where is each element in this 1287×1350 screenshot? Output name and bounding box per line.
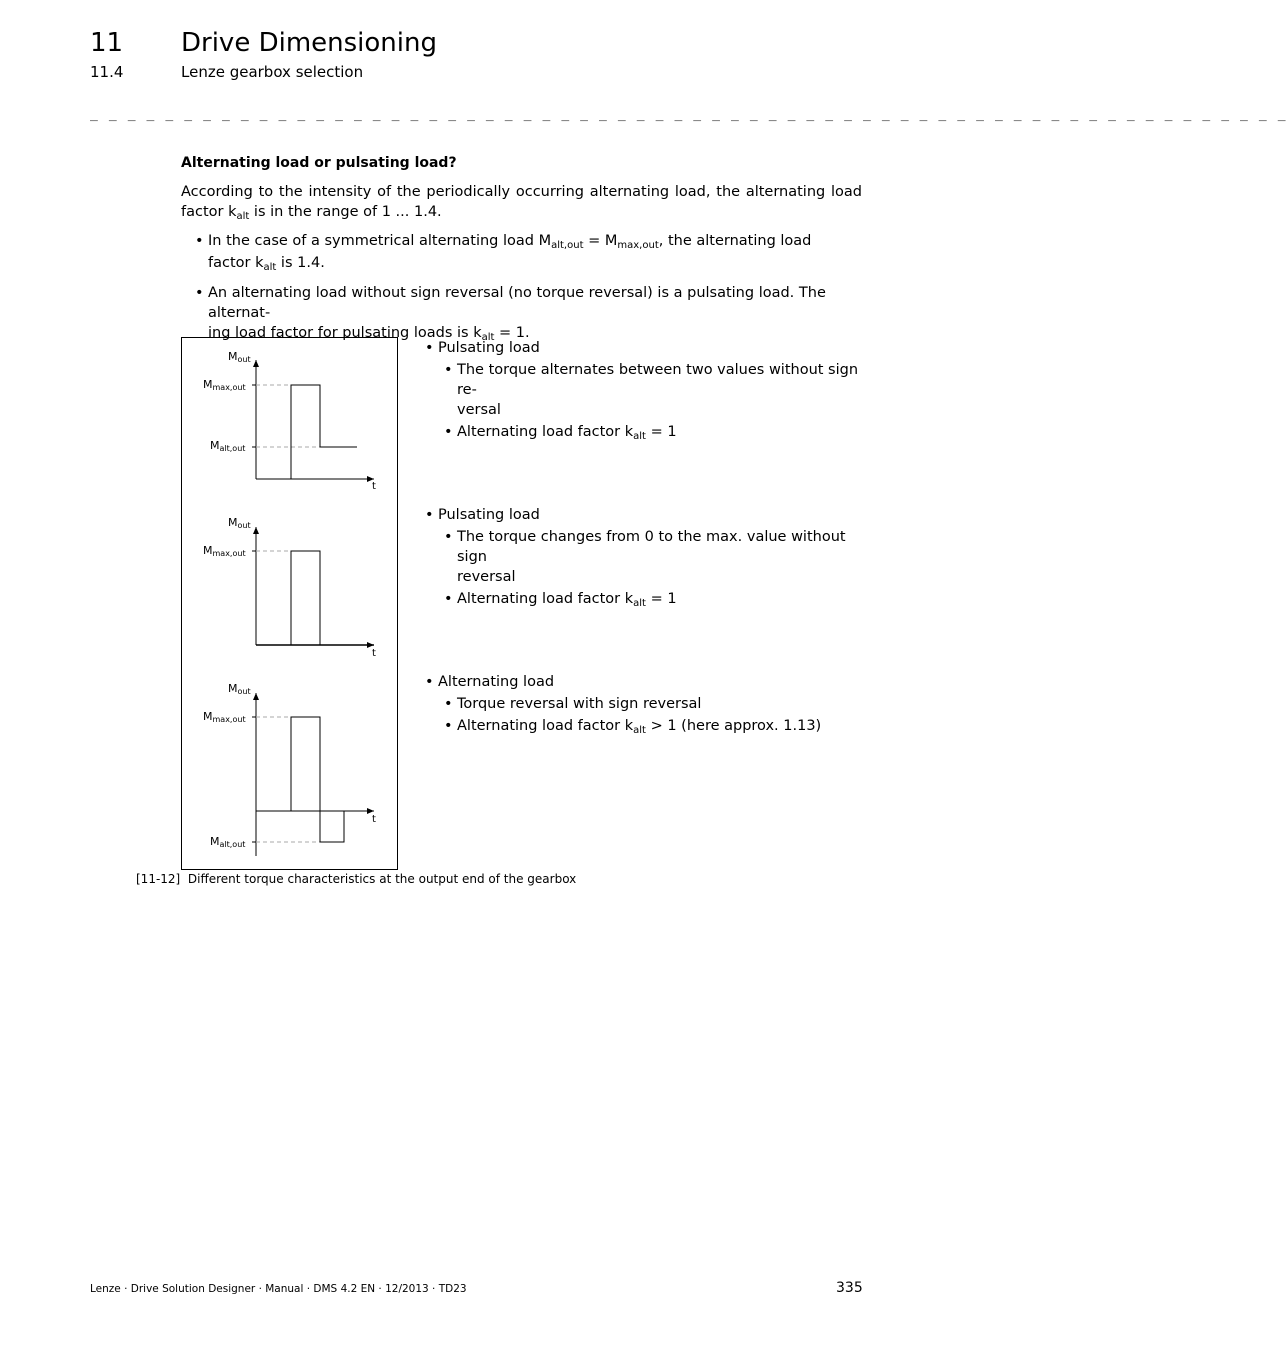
section-number: 11.4 — [90, 63, 124, 81]
chapter-title: Drive Dimensioning — [181, 28, 437, 58]
diagram-2-mmax-label: Mmax,out — [203, 544, 246, 558]
diagram-1-t-label: t — [372, 481, 376, 492]
bullet-pulsating-load: • An alternating load without sign reversal (no torque reversal) is a pulsating load. The alternat- ing load factor for pulsating loads is $k_{alt} = 1$. — [195, 285, 826, 343]
diagram-1-mmax-label: Mmax,out — [203, 378, 246, 392]
diagram-2-torque-curve — [291, 551, 320, 645]
description-2: • Pulsating load • The torque changes from 0 to the max. value without sign reversal • Alternating load factor $k_{alt} = 1$ — [425, 507, 846, 609]
diagram-1-pulsating-two-values — [203, 350, 376, 492]
diagram-3-mmax-label: Mmax,out — [203, 710, 246, 724]
torque-diagrams-svg — [182, 338, 397, 869]
bullet-symmetrical-load: • In the case of a symmetrical alternating load $M_{alt,out} = M_{max,out}$, the alternating load factor $k_{alt}$ is 1.4. — [195, 233, 812, 273]
diagram-3-mout-label: Mout — [228, 682, 251, 696]
description-1: • Pulsating load • The torque alternates between two values without sign re- versal • Alternating load factor $k_{alt} = 1$ — [425, 340, 859, 442]
diagram-1-malt-label: Malt,out — [210, 439, 246, 453]
torque-characteristics-figure — [181, 337, 398, 870]
section-title: Lenze gearbox selection — [181, 63, 364, 81]
diagram-1-mout-label: Mout — [228, 350, 251, 364]
diagram-3-torque-curve — [291, 717, 344, 842]
diagram-2-pulsating-zero-max — [203, 516, 376, 659]
header-separator: _ _ _ _ _ _ _ _ _ _ _ _ _ _ _ _ _ _ _ _ _ _ _ _ _ _ _ _ _ _ _ _ _ _ _ _ _ _ _ _ _ _ _ _ _ _ _ _ _ _ _ _ _ _ _ _ _ _ _ _ _ _ _ _ — [90, 107, 1287, 122]
diagram-2-mout-label: Mout — [228, 516, 251, 530]
diagram-3-alternating — [203, 682, 376, 856]
footer-document-info: Lenze · Drive Solution Designer · Manual · DMS 4.2 EN · 12/2013 · TD23 — [90, 1283, 467, 1295]
intro-paragraph: According to the intensity of the periodically occurring alternating load, the alternating load factor $k_{alt}$ is in the range of 1 ... 1.4. — [181, 184, 862, 222]
description-3: • Alternating load • Torque reversal with sign reversal • Alternating load factor $k_{alt} > 1$ (here approx. 1.13) — [425, 674, 822, 736]
subsection-heading: Alternating load or pulsating load? — [181, 155, 457, 171]
diagram-2-t-label: t — [372, 648, 376, 659]
diagram-3-malt-label: Malt,out — [210, 835, 246, 849]
diagram-1-torque-curve — [291, 385, 357, 479]
chapter-number: 11 — [90, 28, 124, 58]
page-number: 335 — [836, 1280, 863, 1296]
figure-caption: [11-12] Different torque characteristics at the output end of the gearbox — [136, 872, 577, 886]
diagram-3-t-label: t — [372, 814, 376, 825]
